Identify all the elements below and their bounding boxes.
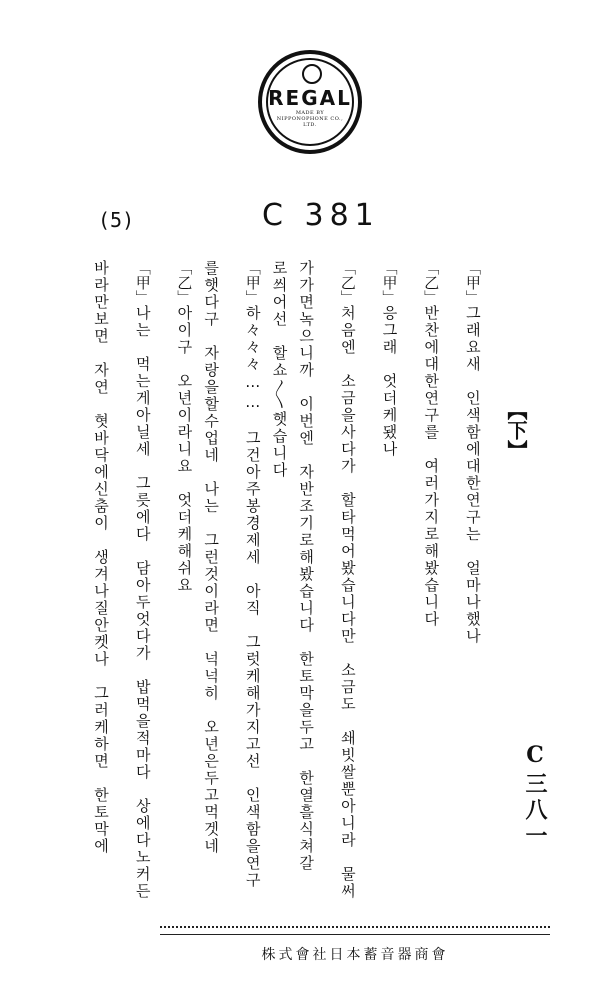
line-text: 응그래 엇더케됐나 — [380, 305, 399, 458]
line-text: 아이구 오년이라니요 엇더케해쉬요 — [175, 305, 194, 594]
logo-tagline: MADE BY NIPPONOPHONE CO., LTD. — [276, 110, 344, 128]
line-text: 처음엔 소금을사다가 할타먹어봤습니다만 소금도 쇄빗쌀뿐아니라 물써 — [338, 305, 357, 900]
line-text: 그래요새 인색함에대한연구는 얼마나했나 — [463, 305, 482, 645]
line-text: 가가면녹으니까 이번엔 자반조기로해봤습니다 한토막을두고 한열흘식쳐갈 — [297, 260, 316, 872]
speaker-tag: 「乙」 — [175, 260, 194, 305]
speaker-tag: 「甲」 — [380, 260, 399, 305]
side-label: 【下】 — [504, 400, 528, 460]
dialogue-line — [117, 260, 150, 920]
page-number: (5) — [98, 208, 135, 232]
dialogue-script — [90, 260, 480, 920]
line-text: 바라만보면 자연 혓바닥에신춤이 생겨나질안켓나 그러케하면 한토막에 — [92, 260, 110, 855]
logo-brand: REGAL — [268, 86, 352, 110]
footer-rule — [160, 926, 550, 935]
dialogue-line — [364, 260, 397, 920]
dialogue-line — [268, 260, 289, 920]
line-text: 를햇다구 자랑을할수업네 나는 그런것이라면 넉넉히 오년은두고먹겟네 — [202, 260, 221, 855]
speaker-tag: 「甲」 — [243, 260, 262, 305]
line-text: 로씌어선 할쇼〳〵햇습니다 — [270, 260, 289, 479]
dialogue-line — [322, 260, 355, 920]
speaker-tag: 「甲」 — [133, 260, 152, 305]
dialogue-line — [158, 260, 194, 920]
line-text: 하々々々…… 그건아주봉경제세 아직 그럿케해가지고선 인색함을연구 — [243, 305, 262, 889]
side-catalog: C三八一 — [522, 742, 548, 850]
dialogue-line — [227, 260, 260, 920]
regal-logo — [258, 50, 362, 154]
speaker-tag: 「乙」 — [422, 260, 441, 305]
publisher-name: 株式會社日本蓄音器商會 — [261, 947, 449, 963]
speaker-tag: 「乙」 — [338, 260, 357, 305]
logo-seal-icon — [302, 64, 322, 84]
dialogue-line — [200, 260, 221, 920]
dialogue-line — [295, 260, 316, 920]
catalog-number: C 381 — [262, 198, 380, 233]
dialogue-line — [447, 260, 480, 920]
line-text: 반찬에대한연구를 여러가지로해봤습니다 — [422, 305, 441, 628]
dialogue-line — [405, 260, 441, 920]
dialogue-line — [90, 260, 108, 920]
speaker-tag: 「甲」 — [463, 260, 482, 305]
line-text: 나는 먹는게아닐세 그릇에다 담아두엇다가 밥먹을적마다 상에다노커든 — [133, 305, 152, 900]
